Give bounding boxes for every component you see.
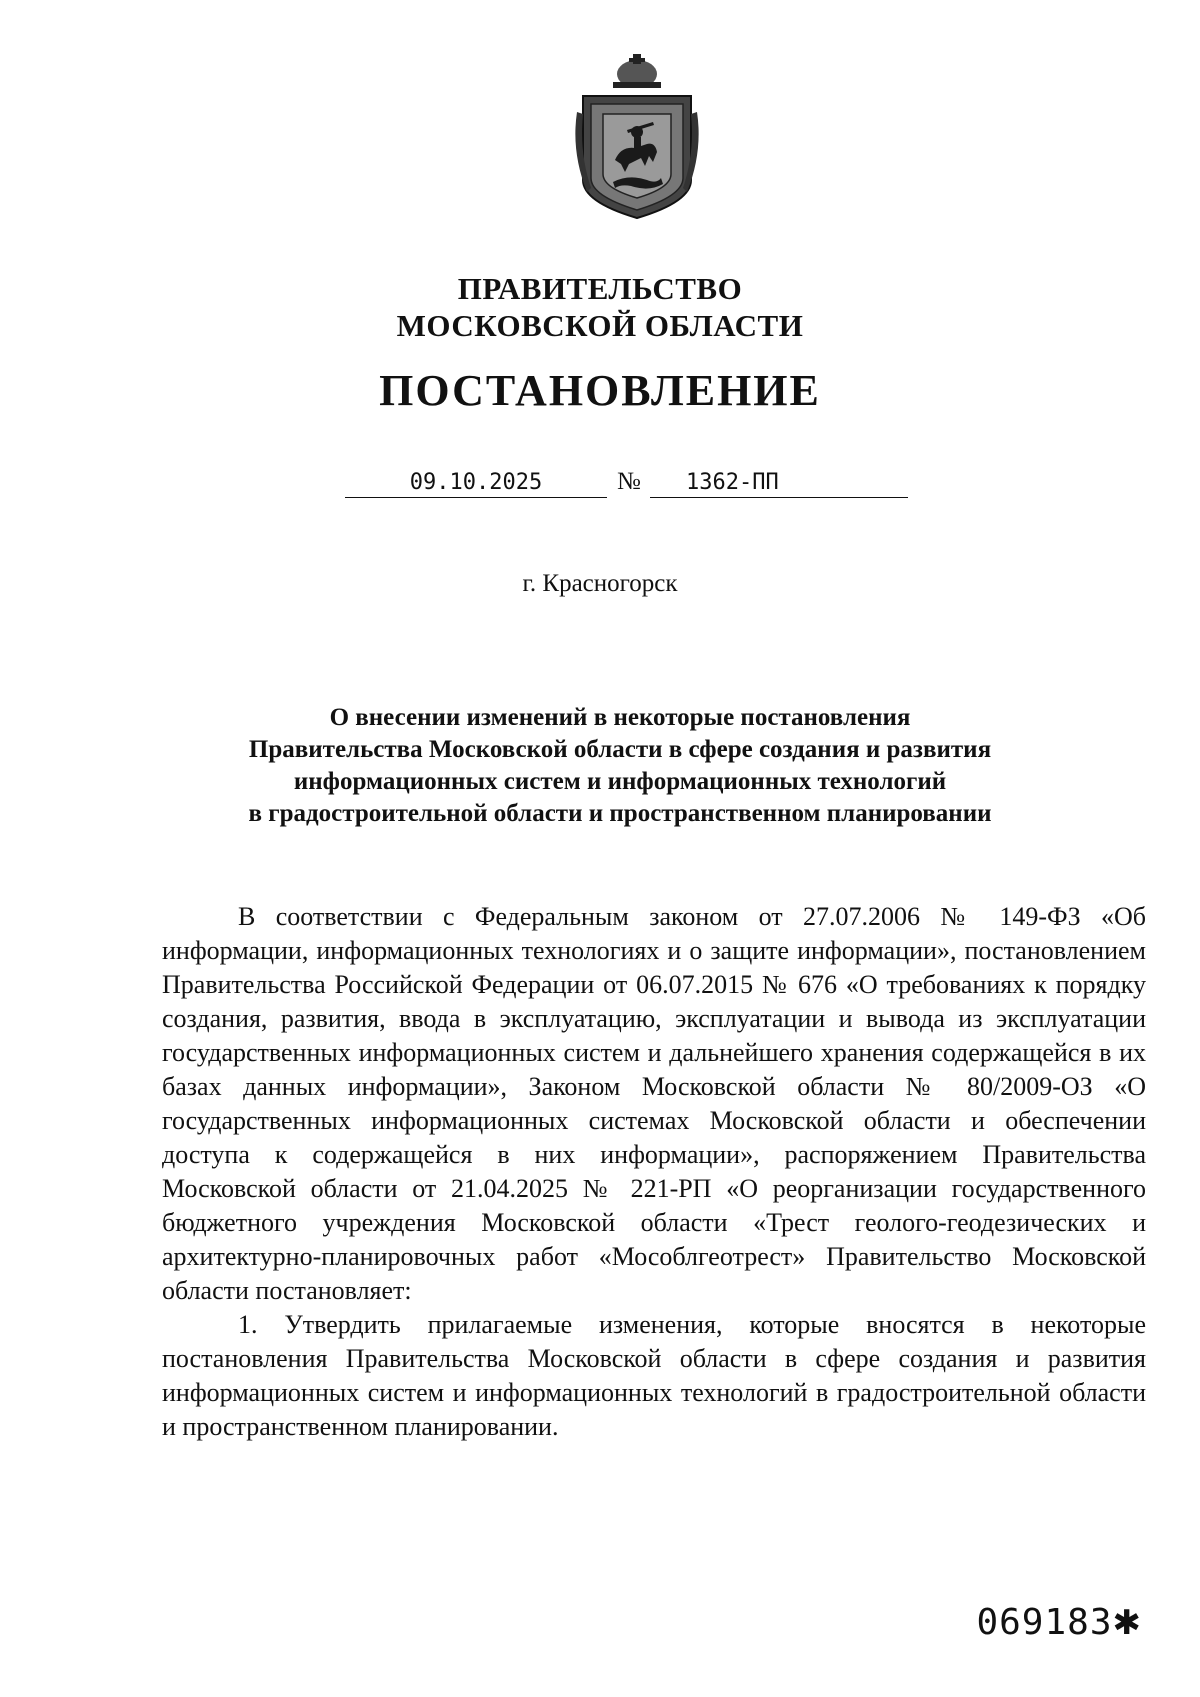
- coat-of-arms-icon: [569, 52, 705, 222]
- document-title: [160, 702, 1080, 830]
- title-line: О внесении изменений в некоторые постановления: [329, 704, 911, 731]
- document-date: 09.10.2025: [345, 470, 607, 498]
- title-line: в градостроительной области и пространственном планировании: [248, 800, 992, 827]
- number-sign: №: [617, 468, 641, 495]
- document-body: [162, 900, 1146, 1444]
- stamp-mark: ✱: [1112, 1603, 1142, 1643]
- title-line: Правительства Московской области в сфере создания и развития: [248, 736, 992, 763]
- document-type: ПОСТАНОВЛЕНИЕ: [379, 366, 821, 415]
- organization-line-1: ПРАВИТЕЛЬСТВО: [457, 271, 743, 306]
- stamp-number: 069183: [976, 1602, 1113, 1643]
- preamble-paragraph: В соответствии с Федеральным законом от 27.07.2006 № 149-ФЗ «Об информации, информационных технологиях и о защите информации», постановлением Правительства Российской Федерации от 06.07.2015 № 676 «О требованиях к порядку создания, развития, ввода в эксплуатацию, эксплуатации и вывода из эксплуатации государственных информационных систем и дальнейшего хранения содержащейся в их базах данных информации», Законом Московской области № 80/2009-ОЗ «О государственных информационных системах Московской области и обеспечении доступа к содержащейся в них информации», распоряжением Правительства Московской области от 21.04.2025 № 221-РП «О реорганизации государственного бюджетного учреждения Московской области «Трест геолого-геодезических и архитектурно-планировочных работ «Мособлгеотрест» Правительство Московской области постановляет:: [162, 902, 1146, 1305]
- document-number: 1362-ПП: [650, 470, 908, 498]
- clause-1-paragraph: 1. Утвердить прилагаемые изменения, которые вносятся в некоторые постановления Правительства Московской области в сфере создания и развития информационных систем и информационных технологий в градостроительной области и пространственном планировании.: [162, 1310, 1146, 1441]
- organization-line-2: МОСКОВСКОЙ ОБЛАСТИ: [396, 308, 804, 343]
- registration-stamp: [976, 1602, 1142, 1643]
- title-line: информационных систем и информационных технологий: [293, 768, 947, 795]
- city: г. Красногорск: [522, 570, 678, 597]
